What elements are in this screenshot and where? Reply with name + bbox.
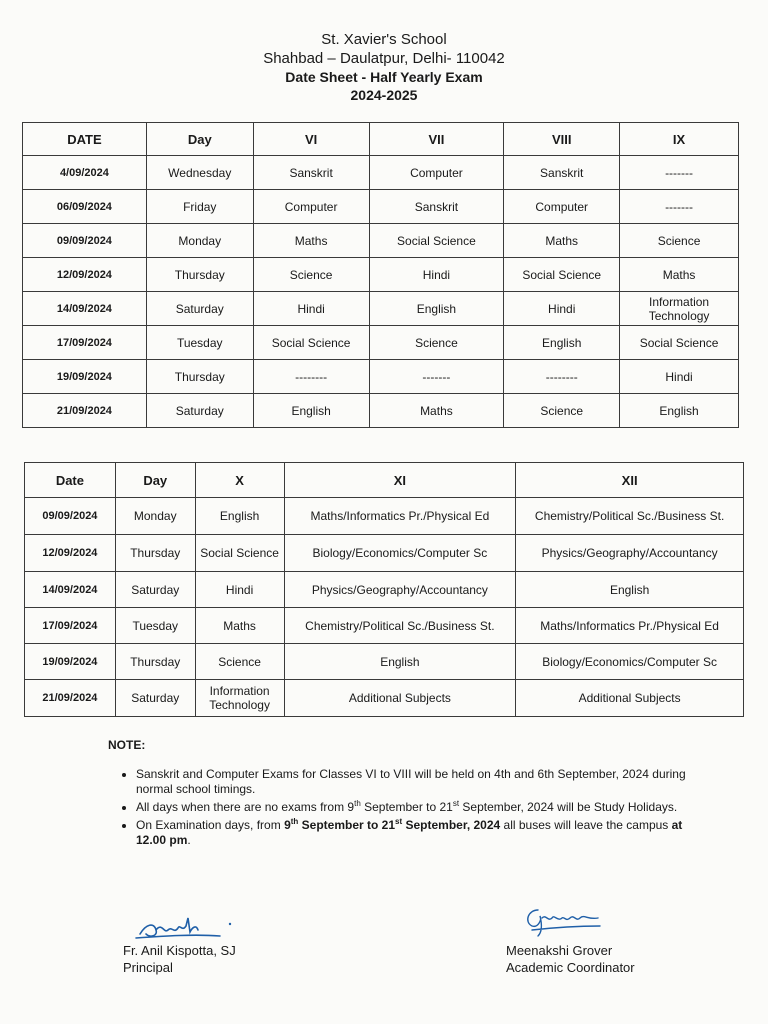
- table-row: [25, 644, 744, 680]
- note-text-bold: 9: [284, 818, 291, 832]
- table-row: [25, 608, 744, 644]
- academic-year: 2024-2025: [350, 87, 418, 103]
- subject-cell: Maths/Informatics Pr./Physical Ed: [284, 498, 516, 535]
- subject-cell: --------: [504, 360, 620, 394]
- subject-cell: Information Technology: [620, 292, 739, 326]
- subject-cell: Information Technology: [195, 680, 284, 717]
- subject-cell: Sanskrit: [504, 156, 620, 190]
- day-cell: Saturday: [146, 292, 253, 326]
- subject-cell: Computer: [369, 156, 504, 190]
- subject-cell: Science: [253, 258, 369, 292]
- document-header: [0, 30, 768, 104]
- date-cell: 17/09/2024: [25, 608, 116, 644]
- table-header-row: [25, 463, 744, 498]
- table-row: [23, 190, 739, 224]
- table-row: [23, 394, 739, 428]
- signatory-role: Academic Coordinator: [506, 960, 635, 975]
- day-cell: Wednesday: [146, 156, 253, 190]
- date-cell: 09/09/2024: [23, 224, 147, 258]
- day-cell: Saturday: [115, 572, 195, 608]
- subject-cell: English: [504, 326, 620, 360]
- notes-section: [108, 738, 688, 851]
- note-text: On Examination days, from: [136, 818, 285, 832]
- subject-cell: -------: [620, 156, 739, 190]
- subject-cell: Maths/Informatics Pr./Physical Ed: [516, 608, 744, 644]
- column-header: IX: [620, 123, 739, 156]
- note-item: [136, 818, 688, 848]
- subject-cell: Biology/Economics/Computer Sc: [284, 535, 516, 572]
- ordinal-suffix: st: [452, 799, 460, 808]
- day-cell: Thursday: [115, 644, 195, 680]
- date-cell: 06/09/2024: [23, 190, 147, 224]
- table-row: [23, 224, 739, 258]
- signatory-role: Principal: [123, 960, 173, 975]
- note-text: Sanskrit and Computer Exams for Classes VI to VIII will be held on 4th and 6th September, 2024 during normal school timings.: [136, 767, 686, 796]
- subject-cell: Hindi: [253, 292, 369, 326]
- table-header-row: [23, 123, 739, 156]
- subject-cell: Sanskrit: [253, 156, 369, 190]
- subject-cell: Hindi: [504, 292, 620, 326]
- day-cell: Tuesday: [146, 326, 253, 360]
- subject-cell: Science: [369, 326, 504, 360]
- date-cell: 09/09/2024: [25, 498, 116, 535]
- column-header: VIII: [504, 123, 620, 156]
- column-header: X: [195, 463, 284, 498]
- subject-cell: Sanskrit: [369, 190, 504, 224]
- note-text: all buses will leave the campus: [500, 818, 672, 832]
- coordinator-signature-block: [506, 942, 635, 976]
- column-header: Date: [25, 463, 116, 498]
- day-cell: Saturday: [146, 394, 253, 428]
- subject-cell: -------: [620, 190, 739, 224]
- signatory-name: Meenakshi Grover: [506, 943, 613, 958]
- date-cell: 12/09/2024: [23, 258, 147, 292]
- table-row: [25, 572, 744, 608]
- note-list: [108, 767, 688, 848]
- date-cell: 12/09/2024: [25, 535, 116, 572]
- subject-cell: Maths: [253, 224, 369, 258]
- note-item: [136, 767, 688, 797]
- day-cell: Tuesday: [115, 608, 195, 644]
- table-row: [25, 680, 744, 717]
- date-cell: 21/09/2024: [25, 680, 116, 717]
- school-address: Shahbad – Daulatpur, Delhi- 110042: [263, 50, 505, 67]
- table-row: [23, 292, 739, 326]
- subject-cell: Social Science: [504, 258, 620, 292]
- day-cell: Friday: [146, 190, 253, 224]
- subject-cell: Computer: [504, 190, 620, 224]
- subject-cell: Maths: [195, 608, 284, 644]
- subject-cell: English: [284, 644, 516, 680]
- principal-signature-block: [123, 942, 236, 976]
- subject-cell: Science: [504, 394, 620, 428]
- column-header: VII: [369, 123, 504, 156]
- subject-cell: Maths: [504, 224, 620, 258]
- column-header: Day: [115, 463, 195, 498]
- note-text-bold: September to 21: [298, 818, 396, 832]
- day-cell: Thursday: [146, 258, 253, 292]
- subject-cell: English: [253, 394, 369, 428]
- table-row: [23, 360, 739, 394]
- table-row: [23, 156, 739, 190]
- subject-cell: Science: [195, 644, 284, 680]
- subject-cell: English: [369, 292, 504, 326]
- day-cell: Thursday: [146, 360, 253, 394]
- subject-cell: Social Science: [195, 535, 284, 572]
- day-cell: Thursday: [115, 535, 195, 572]
- subject-cell: Maths: [620, 258, 739, 292]
- subject-cell: --------: [253, 360, 369, 394]
- note-text: All days when there are no exams from 9: [136, 800, 355, 814]
- principal-signature: [134, 910, 234, 944]
- column-header: XI: [284, 463, 516, 498]
- subject-cell: Biology/Economics/Computer Sc: [516, 644, 744, 680]
- school-name: St. Xavier's School: [321, 31, 447, 48]
- ordinal-suffix: th: [354, 799, 361, 808]
- note-text: September to 21: [360, 800, 453, 814]
- subject-cell: Science: [620, 224, 739, 258]
- date-cell: 4/09/2024: [23, 156, 147, 190]
- note-text: September, 2024 will be Study Holidays.: [459, 800, 678, 814]
- datesheet-table-x-xii: [24, 462, 744, 717]
- subject-cell: Hindi: [369, 258, 504, 292]
- column-header: XII: [516, 463, 744, 498]
- subject-cell: Hindi: [620, 360, 739, 394]
- subject-cell: English: [620, 394, 739, 428]
- subject-cell: Physics/Geography/Accountancy: [516, 535, 744, 572]
- subject-cell: Social Science: [620, 326, 739, 360]
- subject-cell: English: [195, 498, 284, 535]
- date-cell: 14/09/2024: [23, 292, 147, 326]
- column-header: VI: [253, 123, 369, 156]
- subject-cell: Hindi: [195, 572, 284, 608]
- subject-cell: -------: [369, 360, 504, 394]
- day-cell: Saturday: [115, 680, 195, 717]
- table-row: [23, 326, 739, 360]
- column-header: DATE: [23, 123, 147, 156]
- note-text-bold: September, 2024: [402, 818, 501, 832]
- ordinal-suffix: st: [395, 817, 403, 826]
- coordinator-signature: [520, 900, 610, 940]
- note-text: .: [187, 833, 191, 847]
- date-cell: 19/09/2024: [23, 360, 147, 394]
- date-cell: 19/09/2024: [25, 644, 116, 680]
- day-cell: Monday: [146, 224, 253, 258]
- table-row: [25, 498, 744, 535]
- table-row: [25, 535, 744, 572]
- date-cell: 21/09/2024: [23, 394, 147, 428]
- subject-cell: Physics/Geography/Accountancy: [284, 572, 516, 608]
- subject-cell: Social Science: [253, 326, 369, 360]
- document-title: Date Sheet - Half Yearly Exam: [285, 69, 483, 85]
- datesheet-table-vi-ix: [22, 122, 739, 428]
- date-cell: 17/09/2024: [23, 326, 147, 360]
- day-cell: Monday: [115, 498, 195, 535]
- subject-cell: Computer: [253, 190, 369, 224]
- note-label: NOTE:: [108, 738, 146, 752]
- date-cell: 14/09/2024: [25, 572, 116, 608]
- subject-cell: Social Science: [369, 224, 504, 258]
- note-item: [136, 800, 688, 815]
- note-text-bold: at 12.00 pm: [136, 818, 683, 847]
- ordinal-suffix: th: [290, 817, 299, 826]
- subject-cell: Chemistry/Political Sc./Business St.: [516, 498, 744, 535]
- signatory-name: Fr. Anil Kispotta, SJ: [123, 943, 236, 958]
- subject-cell: English: [516, 572, 744, 608]
- subject-cell: Additional Subjects: [284, 680, 516, 717]
- subject-cell: Additional Subjects: [516, 680, 744, 717]
- column-header: Day: [146, 123, 253, 156]
- subject-cell: Chemistry/Political Sc./Business St.: [284, 608, 516, 644]
- subject-cell: Maths: [369, 394, 504, 428]
- table-row: [23, 258, 739, 292]
